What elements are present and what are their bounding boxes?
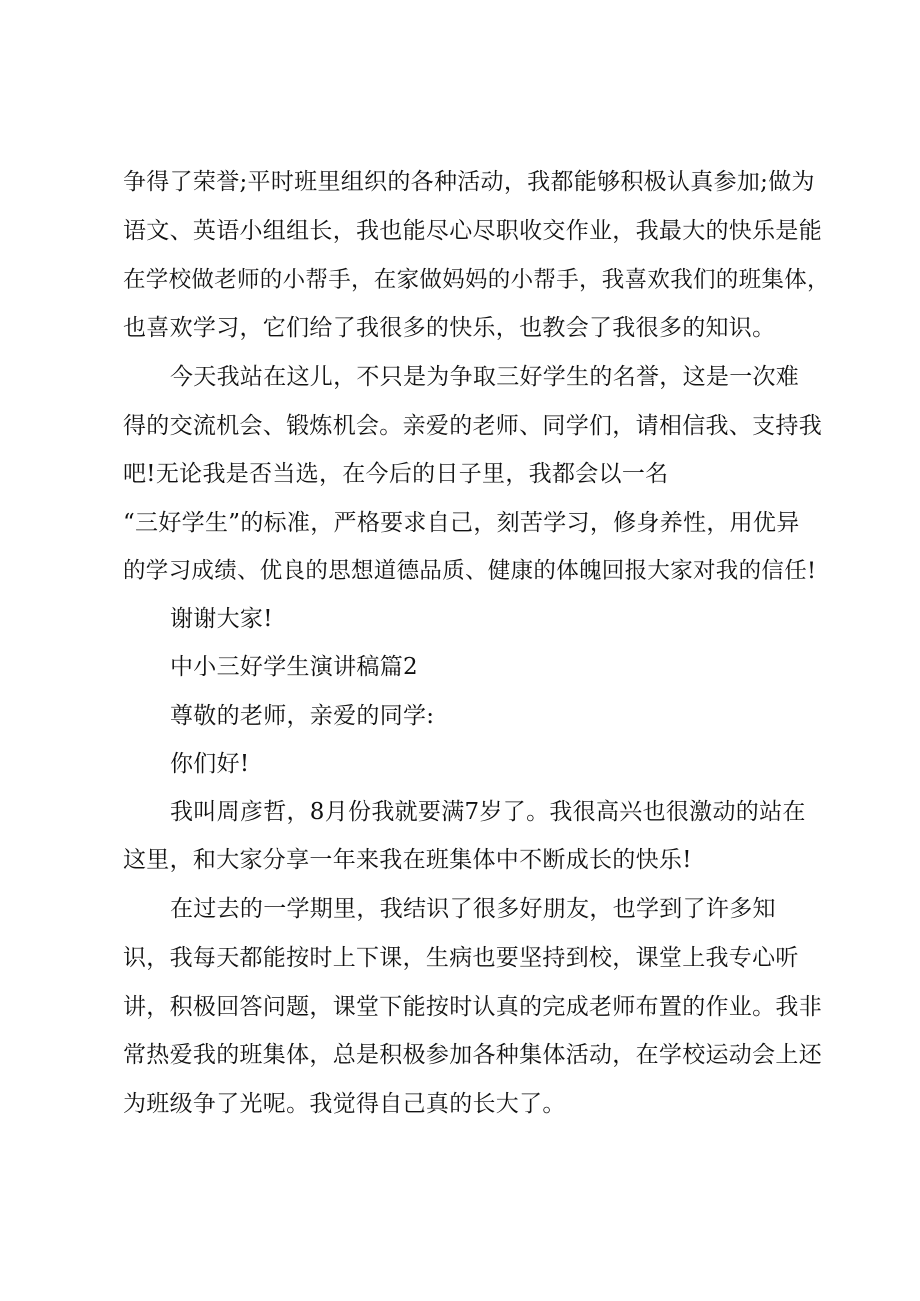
section-heading: 中小三好学生演讲稿篇2 — [170, 654, 418, 680]
text-line: 尊敬的老师，亲爱的同学: — [170, 703, 435, 729]
text-line: 识，我每天都能按时上下课，生病也要坚持到校，课堂上我专心听 — [123, 945, 799, 971]
text-line: 今天我站在这儿，不只是为争取三好学生的名誉，这是一次难 — [170, 364, 800, 390]
text-line: 吧!无论我是否当选，在今后的日子里，我都会以一名 — [123, 461, 669, 487]
text-line: 我叫周彦哲，8月份我就要满7岁了。我很高兴也很激动的站在 — [170, 799, 806, 825]
text-line: 为班级争了光呢。我觉得自己真的长大了。 — [123, 1091, 566, 1117]
text-line: 得的交流机会、锻炼机会。亲爱的老师、同学们，请相信我、支持我 — [123, 413, 822, 439]
text-line: 也喜欢学习，它们给了我很多的快乐，也教会了我很多的知识。 — [123, 315, 776, 341]
text-line: 在过去的一学期里，我结识了很多好朋友，也学到了许多知 — [170, 896, 776, 922]
text-line: 你们好! — [170, 751, 250, 777]
text-line: 争得了荣誉;平时班里组织的各种活动，我都能够积极认真参加;做为 — [123, 169, 815, 195]
text-line: 的学习成绩、优良的思想道德品质、健康的体魄回报大家对我的信任! — [123, 558, 817, 584]
text-line: “三好学生”的标准，严格要求自己，刻苦学习，修身养性，用优异 — [123, 510, 800, 536]
text-line: 讲，积极回答问题，课堂下能按时认真的完成老师布置的作业。我非 — [123, 994, 822, 1020]
text-line: 在学校做老师的小帮手，在家做妈妈的小帮手，我喜欢我们的班集体， — [123, 267, 830, 293]
text-line: 谢谢大家! — [170, 606, 273, 632]
text-line: 这里，和大家分享一年来我在班集体中不断成长的快乐! — [123, 847, 692, 873]
text-line: 常热爱我的班集体，总是积极参加各种集体活动，在学校运动会上还 — [123, 1042, 822, 1068]
text-line: 语文、英语小组组长，我也能尽心尽职收交作业，我最大的快乐是能 — [123, 218, 822, 244]
